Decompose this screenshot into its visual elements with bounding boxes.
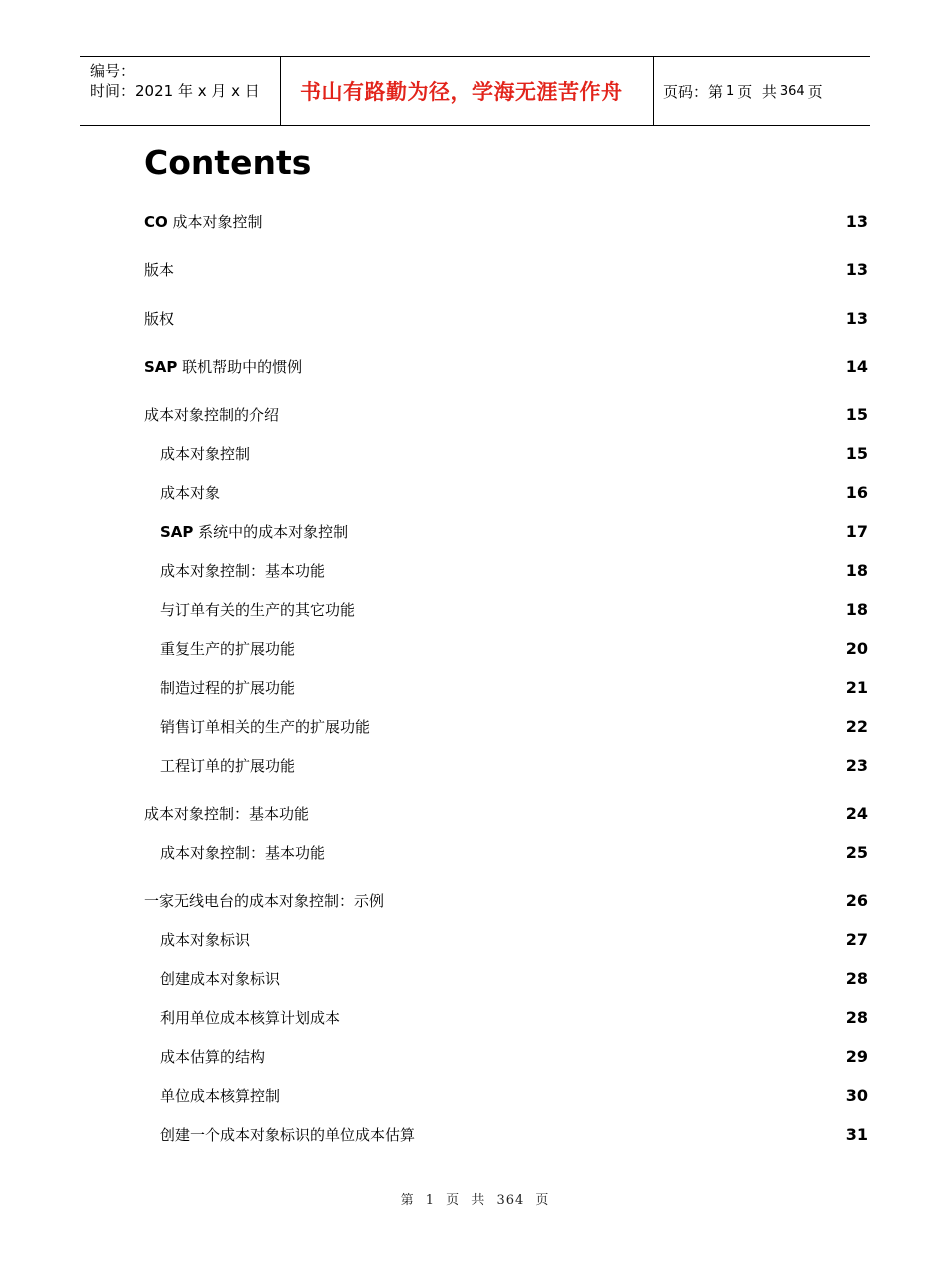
toc-entry-title bbox=[144, 715, 370, 739]
toc-entry-title bbox=[144, 928, 250, 952]
toc-entry-text: 重复生产的扩展功能 bbox=[160, 640, 296, 658]
toc-entry-page-number: 18 bbox=[845, 561, 868, 580]
toc-entry-title bbox=[144, 1084, 280, 1108]
toc-entry-title bbox=[144, 481, 220, 505]
toc-entry[interactable] bbox=[144, 1123, 868, 1147]
toc-entry[interactable] bbox=[144, 754, 868, 778]
toc-entry-title bbox=[144, 1006, 340, 1030]
toc-entry-title bbox=[144, 258, 174, 282]
toc-entry-title bbox=[144, 967, 280, 991]
toc-entry[interactable] bbox=[144, 1045, 868, 1069]
toc-entry-text: 与订单有关的生产的其它功能 bbox=[160, 601, 356, 619]
toc-entry[interactable] bbox=[144, 355, 868, 379]
toc-entry[interactable] bbox=[144, 841, 868, 865]
toc-entry-title bbox=[144, 559, 325, 583]
toc-entry[interactable] bbox=[144, 1006, 868, 1030]
toc-entry-title bbox=[144, 1123, 415, 1147]
toc-entry-text: 成本对象 bbox=[160, 484, 221, 502]
toc-entry[interactable] bbox=[144, 481, 868, 505]
toc-entry[interactable] bbox=[144, 403, 868, 427]
toc-entry-page-number: 21 bbox=[845, 678, 868, 697]
toc-entry-page-number: 16 bbox=[845, 483, 868, 502]
toc-entry-page-number: 13 bbox=[845, 260, 868, 279]
toc-entry-title bbox=[144, 889, 384, 913]
toc-entry[interactable] bbox=[144, 967, 868, 991]
toc-entry-title bbox=[144, 442, 250, 466]
toc-entry[interactable] bbox=[144, 1084, 868, 1108]
toc-entry-text: 联机帮助中的惯例 bbox=[177, 358, 303, 376]
page-code-prefix: 页码：第 bbox=[663, 82, 724, 101]
header-time-label: 时间：2021 年 x 月 x 日 bbox=[90, 82, 260, 100]
toc-entry-text: 成本对象控制：基本功能 bbox=[144, 805, 310, 823]
header-motto-cell bbox=[281, 57, 654, 125]
header-meta bbox=[80, 57, 281, 125]
toc-entry-title bbox=[144, 598, 355, 622]
toc-entry[interactable] bbox=[144, 676, 868, 700]
toc-entry-page-number: 24 bbox=[845, 804, 868, 823]
toc-entry-text: 成本对象控制：基本功能 bbox=[160, 562, 326, 580]
toc-entry-title bbox=[144, 520, 348, 544]
header-page-code bbox=[654, 57, 870, 125]
toc-entry-text: 成本估算的结构 bbox=[160, 1048, 266, 1066]
page-code-mid: 页 共 bbox=[737, 82, 777, 101]
toc-entry-text: 成本对象控制 bbox=[167, 213, 263, 231]
page-footer bbox=[0, 1189, 950, 1208]
toc-entry-page-number: 23 bbox=[845, 756, 868, 775]
toc-entry-title bbox=[144, 403, 279, 427]
toc-entry-text: 成本对象控制的介绍 bbox=[144, 406, 280, 424]
toc-entry[interactable] bbox=[144, 889, 868, 913]
page-header bbox=[80, 56, 870, 126]
toc-entry-text: 成本对象控制 bbox=[160, 445, 251, 463]
toc-entry[interactable] bbox=[144, 307, 868, 331]
toc-entry-latin-prefix: SAP bbox=[144, 358, 178, 376]
footer-mid2: 共 bbox=[471, 1193, 486, 1208]
toc-entry[interactable] bbox=[144, 637, 868, 661]
toc-entry-title bbox=[144, 637, 295, 661]
toc-entry[interactable] bbox=[144, 598, 868, 622]
toc-entry-text: 销售订单相关的生产的扩展功能 bbox=[160, 718, 371, 736]
toc-entry-text: 制造过程的扩展功能 bbox=[160, 679, 296, 697]
page-code-current: 1 bbox=[726, 83, 735, 99]
toc-entry-text: 利用单位成本核算计划成本 bbox=[160, 1009, 341, 1027]
toc-entry-title bbox=[144, 210, 263, 234]
toc-entry-page-number: 14 bbox=[845, 357, 868, 376]
toc-entry[interactable] bbox=[144, 559, 868, 583]
toc-entry-title bbox=[144, 676, 295, 700]
header-motto: 书山有路勤为径，学海无涯苦作舟 bbox=[300, 80, 623, 104]
toc-entry-page-number: 28 bbox=[845, 1008, 868, 1027]
toc-entry-page-number: 22 bbox=[845, 717, 868, 736]
toc-entry-text: 版本 bbox=[144, 261, 175, 279]
toc-entry-page-number: 26 bbox=[845, 891, 868, 910]
toc-entry-text: 成本对象标识 bbox=[160, 931, 251, 949]
toc-entry-text: 版权 bbox=[144, 310, 175, 328]
toc-entry-page-number: 13 bbox=[845, 212, 868, 231]
toc-entry-title bbox=[144, 754, 295, 778]
page-code-total: 364 bbox=[779, 83, 805, 99]
toc-entry-title bbox=[144, 307, 174, 331]
toc-entry-page-number: 31 bbox=[845, 1125, 868, 1144]
footer-current: 1 bbox=[425, 1193, 435, 1208]
toc-entry[interactable] bbox=[144, 928, 868, 952]
toc-entry-title bbox=[144, 1045, 265, 1069]
footer-suffix: 页 bbox=[535, 1193, 550, 1208]
footer-mid1: 页 bbox=[446, 1193, 461, 1208]
toc-entry-page-number: 15 bbox=[845, 444, 868, 463]
toc-entry[interactable] bbox=[144, 520, 868, 544]
footer-prefix: 第 bbox=[400, 1193, 415, 1208]
toc-entry-page-number: 29 bbox=[845, 1047, 868, 1066]
toc-entry[interactable] bbox=[144, 802, 868, 826]
toc-entry-text: 创建一个成本对象标识的单位成本估算 bbox=[160, 1126, 416, 1144]
footer-total: 364 bbox=[496, 1193, 525, 1208]
toc-entry-title bbox=[144, 802, 309, 826]
toc-entry-page-number: 25 bbox=[845, 843, 868, 862]
toc-entry-page-number: 15 bbox=[845, 405, 868, 424]
toc-entry-text: 系统中的成本对象控制 bbox=[193, 523, 349, 541]
toc-entry-text: 一家无线电台的成本对象控制：示例 bbox=[144, 892, 385, 910]
toc-entry-page-number: 28 bbox=[845, 969, 868, 988]
contents-title: Contents bbox=[144, 143, 312, 182]
toc-entry-text: 工程订单的扩展功能 bbox=[160, 757, 296, 775]
toc-entry-latin-prefix: CO bbox=[144, 213, 168, 231]
toc-entry-page-number: 17 bbox=[845, 522, 868, 541]
toc-entry[interactable] bbox=[144, 210, 868, 234]
toc-entry-text: 单位成本核算控制 bbox=[160, 1087, 281, 1105]
toc-entry-page-number: 30 bbox=[845, 1086, 868, 1105]
toc-entry-page-number: 18 bbox=[845, 600, 868, 619]
toc-entry-title bbox=[144, 355, 302, 379]
toc-entry-page-number: 13 bbox=[845, 309, 868, 328]
toc-entry-title bbox=[144, 841, 325, 865]
toc-entry-latin-prefix: SAP bbox=[160, 523, 194, 541]
page-code-suffix: 页 bbox=[807, 82, 823, 101]
toc-entry-page-number: 20 bbox=[845, 639, 868, 658]
toc-entry[interactable] bbox=[144, 442, 868, 466]
toc-entry[interactable] bbox=[144, 258, 868, 282]
toc-entry-text: 成本对象控制：基本功能 bbox=[160, 844, 326, 862]
toc-entry-page-number: 27 bbox=[845, 930, 868, 949]
toc-entry[interactable] bbox=[144, 715, 868, 739]
toc-entry-text: 创建成本对象标识 bbox=[160, 970, 281, 988]
header-number-label: 编号： bbox=[90, 62, 136, 80]
